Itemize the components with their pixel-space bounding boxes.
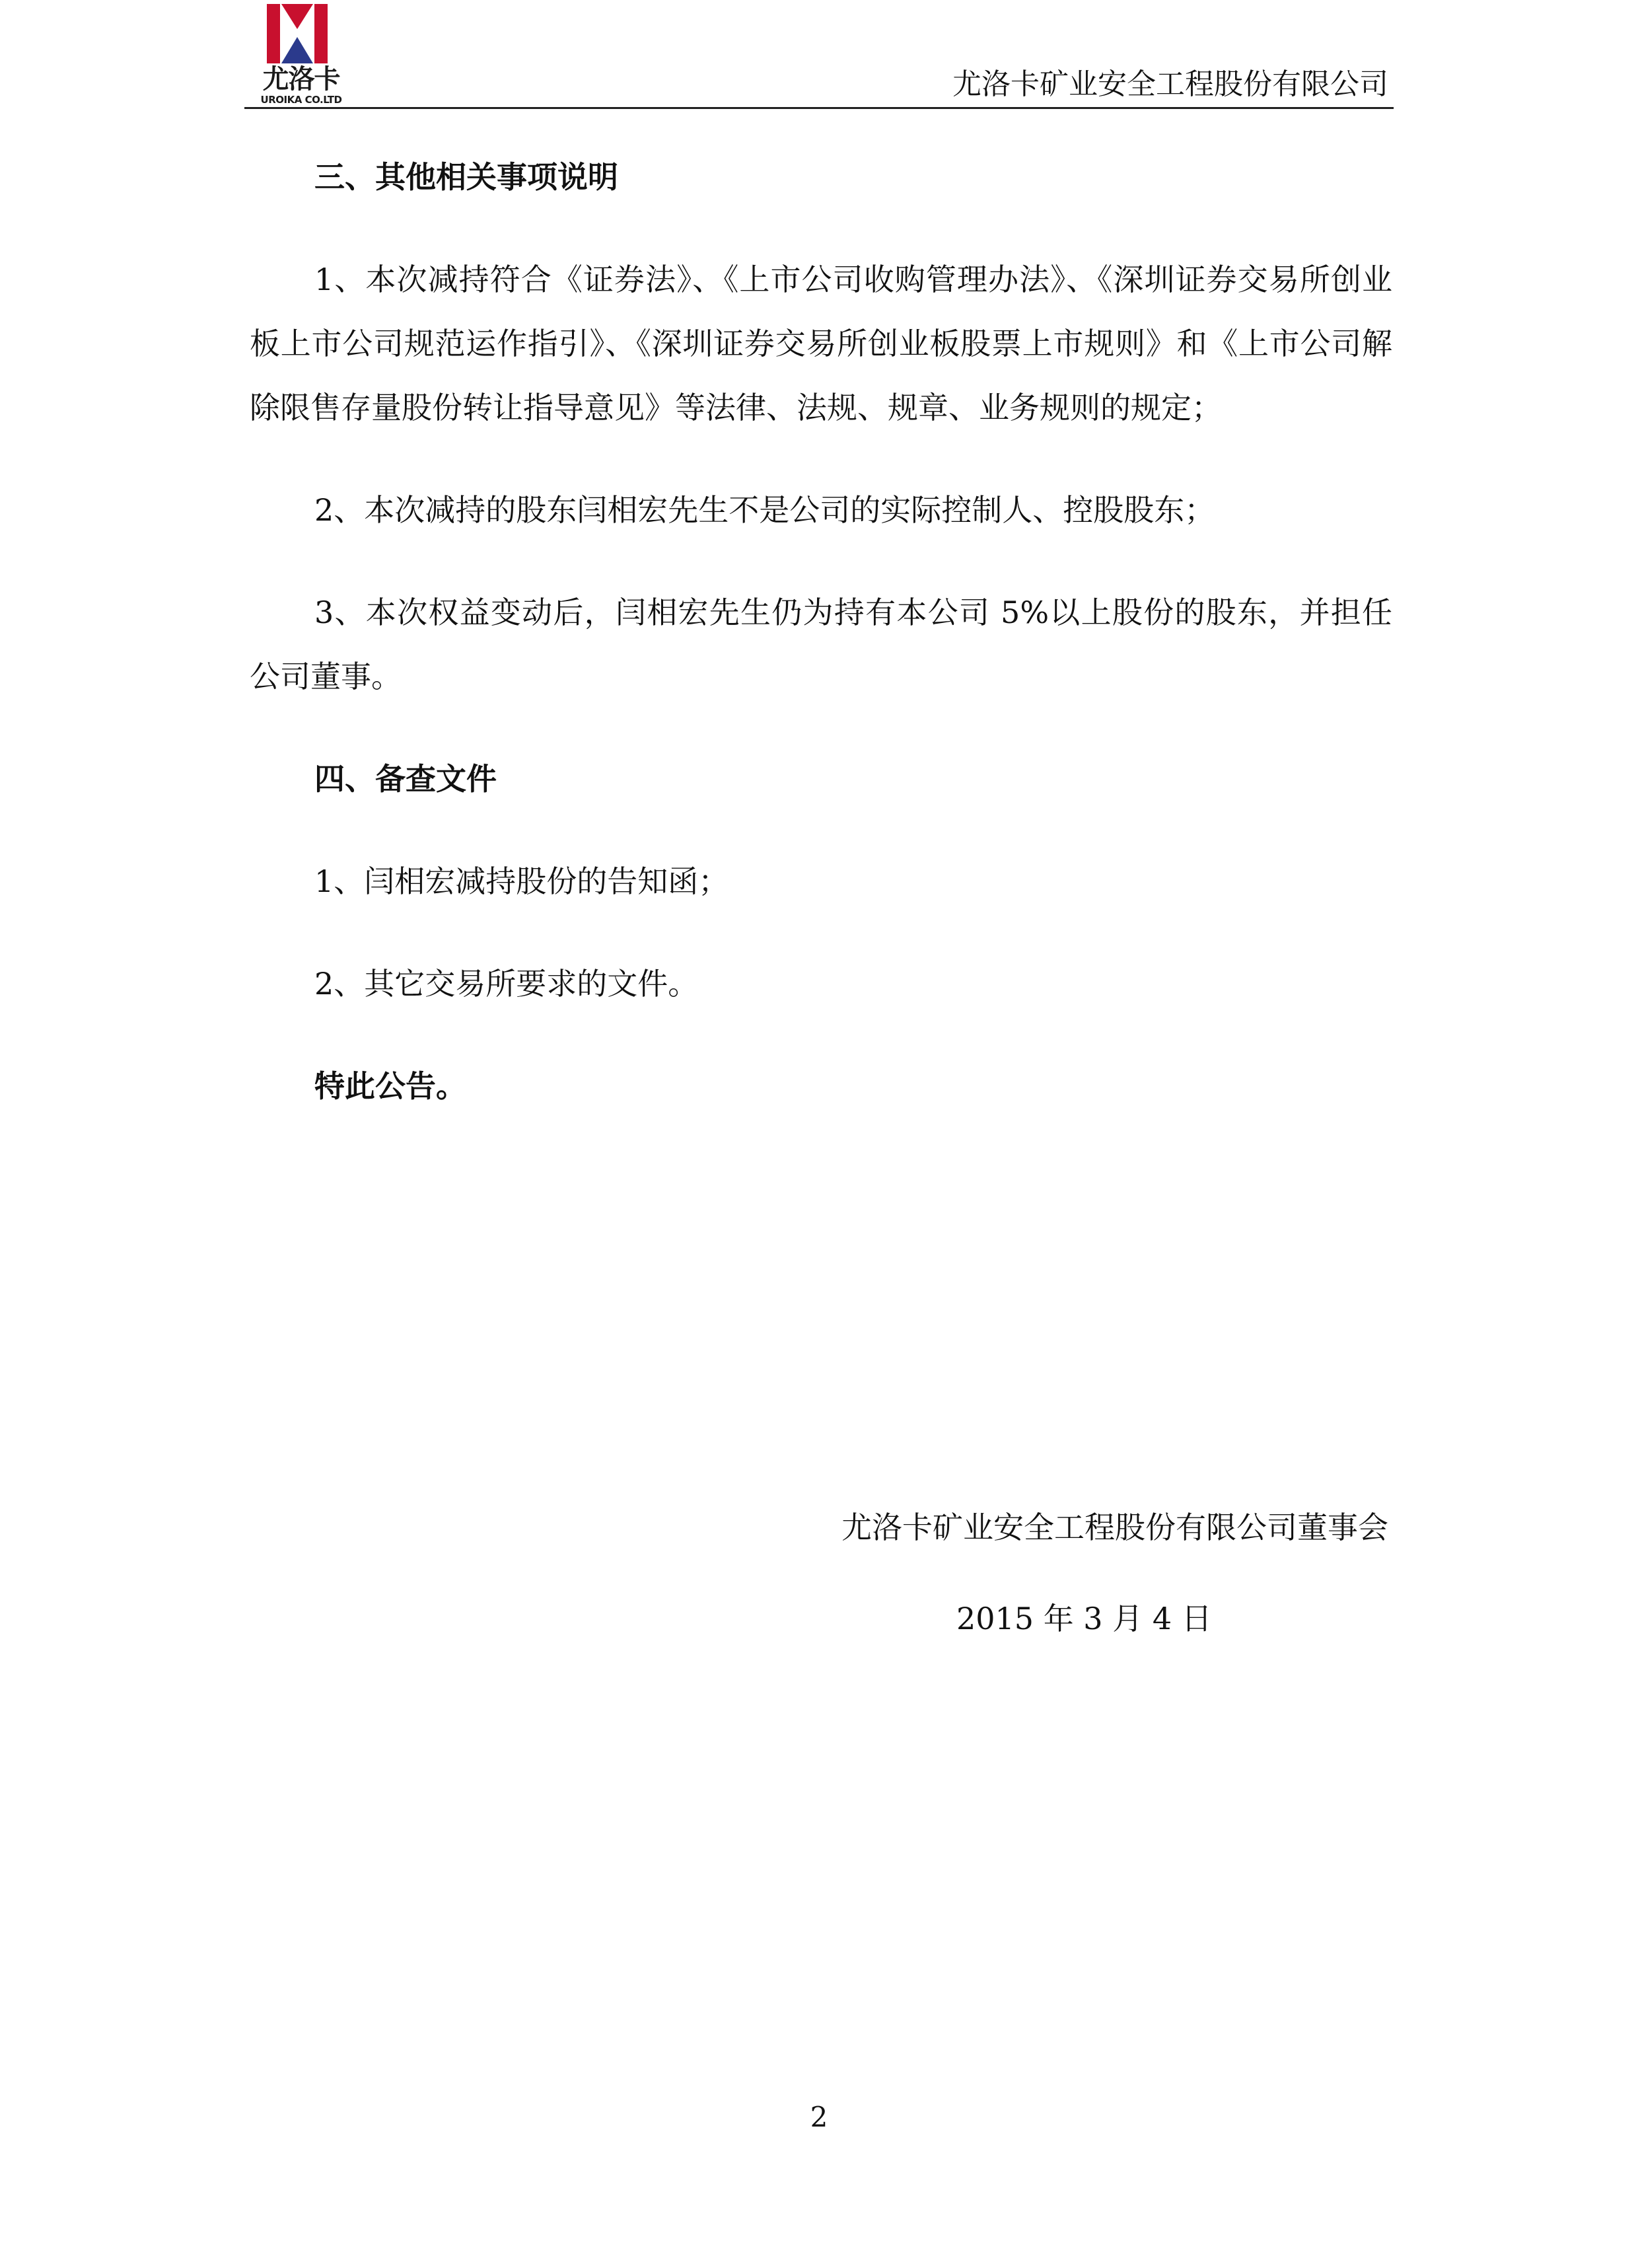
spacer <box>250 709 1392 747</box>
spacer <box>250 542 1392 581</box>
closing-statement: 特此公告。 <box>314 1068 466 1104</box>
paragraph-compliance: 1、本次减持符合《证券法》、《上市公司收购管理办法》、《深圳证券交易所创业板上市公司规范运作指引》、《深圳证券交易所创业板股票上市规则》和《上市公司解除限售存量股份转让指导意见》等法律、法规、规章、业务规则的规定； <box>250 262 1392 425</box>
document-body <box>250 145 1392 1118</box>
signature-board: 尤洛卡矿业安全工程股份有限公司董事会 <box>841 1510 1388 1545</box>
spacer <box>250 209 1392 248</box>
section-heading-other-matters: 三、其他相关事项说明 <box>314 159 618 195</box>
company-logo <box>244 3 357 106</box>
section-heading-reference-documents: 四、备查文件 <box>314 761 497 797</box>
spacer <box>250 1016 1392 1054</box>
page-number: 2 <box>810 2101 828 2133</box>
logo-english-text: UROIKA CO.LTD <box>260 94 342 106</box>
logo-emblem-icon <box>264 3 330 63</box>
spacer <box>250 440 1392 478</box>
paragraph-other-documents: 2、其它交易所要求的文件。 <box>314 966 699 1002</box>
announcement-date: 2015 年 3 月 4 日 <box>956 1601 1212 1636</box>
spacer <box>250 811 1392 850</box>
header-divider <box>244 107 1394 109</box>
header-company-name: 尤洛卡矿业安全工程股份有限公司 <box>952 67 1388 101</box>
paragraph-equity-change: 3、本次权益变动后，闫相宏先生仍为持有本公司 5%以上股份的股东，并担任公司董事。 <box>250 595 1392 694</box>
spacer <box>250 914 1392 952</box>
paragraph-not-controller: 2、本次减持的股东闫相宏先生不是公司的实际控制人、控股股东； <box>314 492 1215 528</box>
logo-chinese-text: 尤洛卡 <box>262 64 340 94</box>
paragraph-notification-letter: 1、闫相宏减持股份的告知函； <box>314 863 729 899</box>
